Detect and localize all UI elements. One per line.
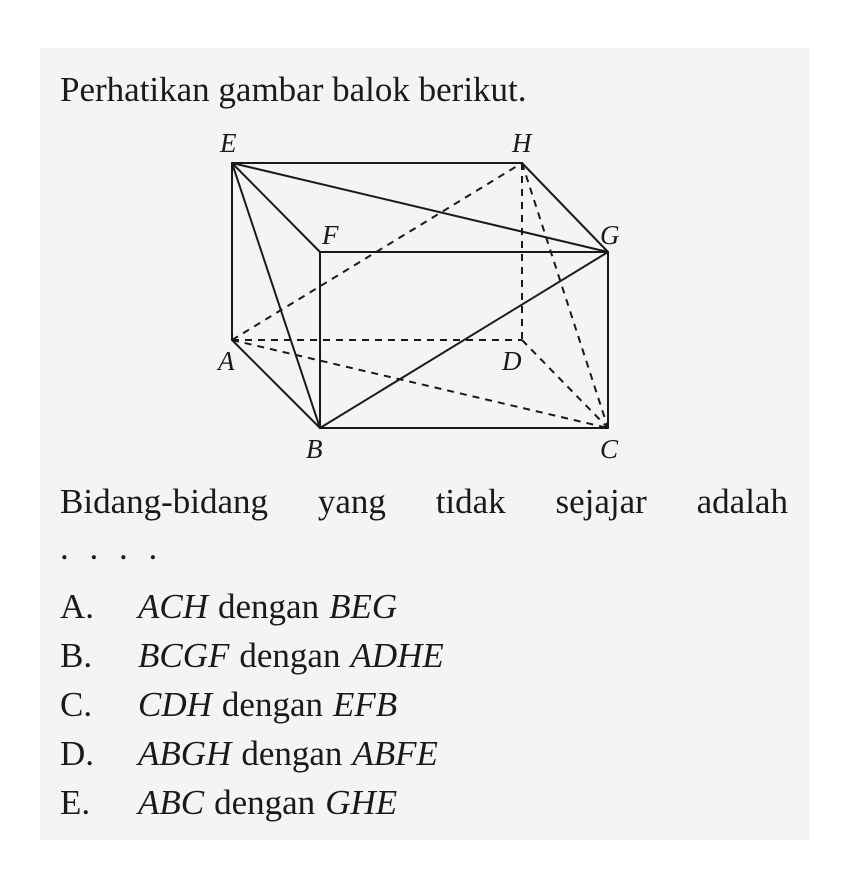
prompt-text: Perhatikan gambar balok berikut. bbox=[60, 70, 527, 109]
option-plane-1: BCGF bbox=[138, 636, 230, 675]
option-connector: dengan bbox=[218, 587, 320, 626]
option-connector: dengan bbox=[221, 685, 323, 724]
vertex-label-H: H bbox=[512, 128, 532, 158]
vertex-label-G: G bbox=[600, 220, 620, 250]
option-letter: C. bbox=[60, 685, 93, 724]
vertex-label-D: D bbox=[502, 346, 522, 376]
option-letter: E. bbox=[60, 783, 91, 822]
question-word: sejajar bbox=[555, 482, 647, 521]
option-connector: dengan bbox=[239, 636, 341, 675]
option-plane-2: ABFE bbox=[352, 734, 438, 773]
option-plane-2: BEG bbox=[329, 587, 398, 626]
option-plane-2: EFB bbox=[332, 685, 398, 724]
option-letter: D. bbox=[60, 734, 95, 773]
answer-option-a[interactable] bbox=[60, 582, 444, 631]
option-plane-1: ABGH bbox=[138, 734, 232, 773]
question-word: tidak bbox=[435, 482, 506, 521]
question-ellipsis: . . . . bbox=[60, 528, 164, 567]
vertex-label-C: C bbox=[600, 434, 619, 464]
vertex-label-E: E bbox=[220, 128, 237, 158]
option-connector: dengan bbox=[241, 734, 343, 773]
option-plane-1: ABC bbox=[138, 783, 205, 822]
answer-option-d[interactable] bbox=[60, 729, 444, 778]
option-plane-1: CDH bbox=[138, 685, 212, 724]
question-word: adalah bbox=[696, 482, 788, 521]
vertex-label-A: A bbox=[218, 346, 235, 376]
option-plane-2: GHE bbox=[325, 783, 398, 822]
question-word: Bidang-bidang bbox=[60, 482, 269, 521]
vertex-label-F: F bbox=[322, 220, 339, 250]
answer-option-c[interactable] bbox=[60, 680, 444, 729]
question-text bbox=[60, 482, 788, 522]
option-plane-2: ADHE bbox=[350, 636, 444, 675]
option-letter: B. bbox=[60, 636, 93, 675]
vertex-label-B: B bbox=[306, 434, 323, 464]
option-letter: A. bbox=[60, 587, 95, 626]
option-plane-1: ACH bbox=[138, 587, 208, 626]
answer-options bbox=[60, 582, 444, 827]
answer-option-e[interactable] bbox=[60, 778, 444, 827]
question-word: yang bbox=[317, 482, 386, 521]
option-connector: dengan bbox=[214, 783, 316, 822]
answer-option-b[interactable] bbox=[60, 631, 444, 680]
